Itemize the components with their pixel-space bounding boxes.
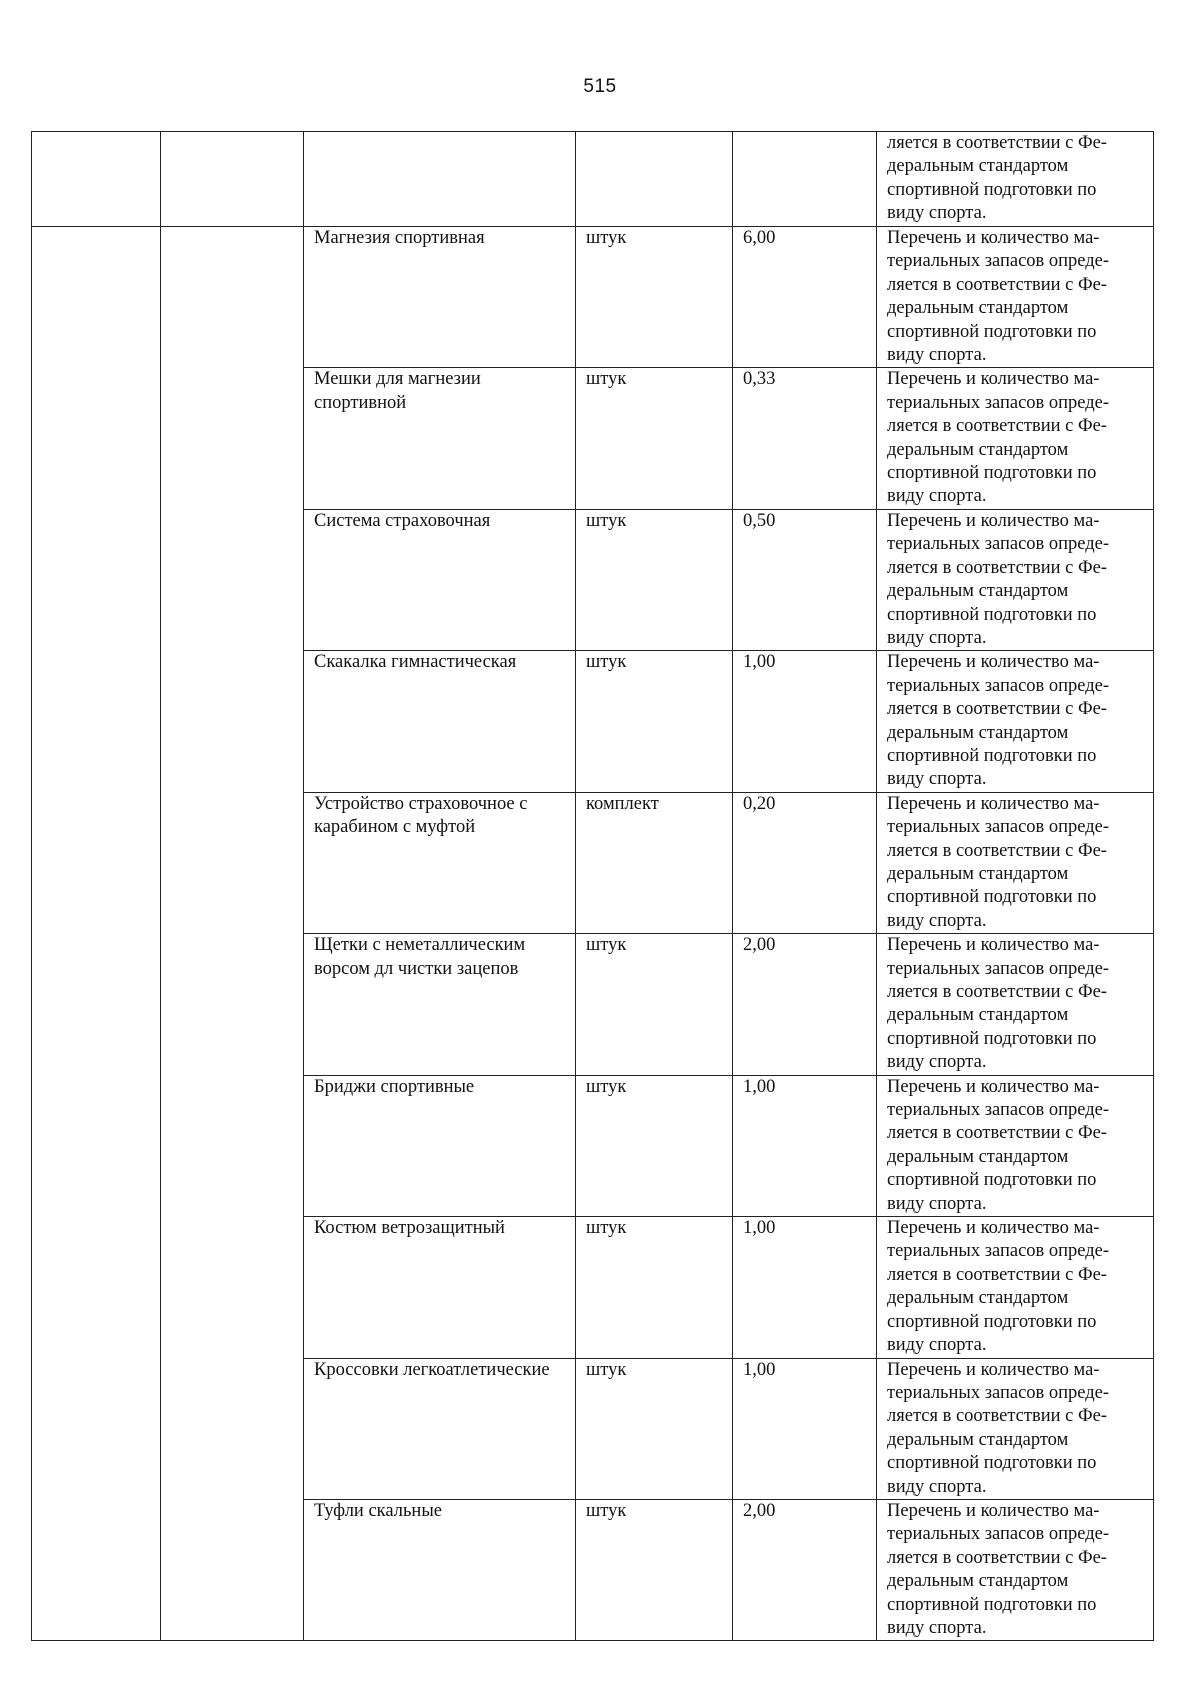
note-cell (877, 934, 1154, 1075)
note-line: Перечень и количество ма- (887, 652, 1100, 673)
name-cell: Магнезия спортивная (304, 227, 576, 368)
name-cell: Щетки с неметаллическим ворсом дл чистки зацепов (304, 934, 576, 1075)
page-number: 515 (583, 76, 617, 97)
quantity-cell: 6,00 (733, 227, 877, 368)
note-line: Перечень и количество ма- (887, 793, 1100, 814)
note-line: деральным стандартом (887, 581, 1069, 602)
note-line: ляется в соответствии с Фе- (887, 1547, 1107, 1568)
name-cell: Скакалка гимнастическая (304, 651, 576, 792)
note-line: спортивной подготовки по (887, 1311, 1097, 1332)
note-line: спортивной подготовки по (887, 1028, 1097, 1049)
unit-cell: штук (576, 1217, 733, 1358)
note-line: спортивной подготовки по (887, 887, 1097, 908)
note-line: Перечень и количество ма- (887, 1359, 1100, 1380)
note-line: виду спорта. (887, 1052, 987, 1073)
quantity-cell: 1,00 (733, 651, 877, 792)
note-line: спортивной подготовки по (887, 604, 1097, 625)
note-line: деральным стандартом (887, 1005, 1069, 1026)
note-cell (877, 509, 1154, 650)
note-line: деральным стандартом (887, 1146, 1069, 1167)
unit-cell: штук (576, 651, 733, 792)
quantity-cell: 1,00 (733, 1217, 877, 1358)
note-line: ляется в соответствии с Фе- (887, 1264, 1107, 1285)
note-line: ляется в соответствии с Фе- (887, 416, 1107, 437)
name-cell: Бриджи спортивные (304, 1075, 576, 1216)
note-cell (877, 1075, 1154, 1216)
note-line: ляется в соответствии с Фе- (887, 982, 1107, 1002)
note-line: териальных запасов опреде- (887, 1100, 1110, 1121)
note-line: ляется в соответствии с Фе- (887, 1406, 1107, 1427)
note-line: спортивной подготовки по (887, 321, 1097, 342)
note-line: териальных запасов опреде- (887, 958, 1110, 979)
empty-cell-col2 (161, 132, 304, 227)
note-line: териальных запасов опреде- (887, 1241, 1110, 1262)
note-line: деральным стандартом (887, 439, 1069, 460)
note-line: териальных запасов опреде- (887, 1382, 1110, 1403)
note-line: виду спорта. (887, 203, 987, 224)
note-line: спортивной подготовки по (887, 1453, 1097, 1474)
note-cell (877, 1499, 1154, 1640)
note-line: спортивной подготовки по (887, 1594, 1097, 1615)
note-line: спортивной подготовки по (887, 745, 1097, 766)
note-line: териальных запасов опреде- (887, 1524, 1110, 1545)
unit-cell: штук (576, 368, 733, 509)
note-cell (877, 792, 1154, 933)
note-line: виду спорта. (887, 1617, 987, 1638)
note-line: деральным стандартом (887, 1288, 1069, 1309)
note-line: виду спорта. (887, 1476, 987, 1497)
note-line: териальных запасов опреде- (887, 534, 1110, 555)
quantity-cell: 2,00 (733, 1499, 877, 1640)
materials-table (31, 131, 1154, 1641)
unit-cell (576, 132, 733, 227)
materials-table-body (32, 132, 1154, 1641)
note-line: Перечень и количество ма- (887, 1218, 1100, 1239)
note-line: териальных запасов опреде- (887, 251, 1110, 272)
note-line: виду спорта. (887, 910, 987, 931)
note-cell (877, 1217, 1154, 1358)
note-line: деральным стандартом (887, 863, 1069, 884)
quantity-cell (733, 132, 877, 227)
note-line: деральным стандартом (887, 1571, 1069, 1592)
note-line: териальных запасов опреде- (887, 675, 1110, 696)
note-line: деральным стандартом (887, 1429, 1069, 1450)
table-row-continuation (32, 132, 1154, 227)
note-line: спортивной подготовки по (887, 1170, 1097, 1191)
note-line: териальных запасов опреде- (887, 392, 1110, 413)
empty-cell-col2 (161, 227, 304, 1641)
empty-cell-col1 (32, 227, 161, 1641)
note-line: ляется в соответствии с Фе- (887, 133, 1107, 153)
unit-cell: штук (576, 509, 733, 650)
note-line: Перечень и количество ма- (887, 1500, 1100, 1521)
note-line: деральным стандартом (887, 722, 1069, 743)
name-cell (304, 132, 576, 227)
quantity-cell: 0,20 (733, 792, 877, 933)
note-line: Перечень и количество ма- (887, 510, 1100, 531)
note-line: териальных запасов опреде- (887, 817, 1110, 838)
note-line: Перечень и количество ма- (887, 1076, 1100, 1097)
unit-cell: штук (576, 1358, 733, 1499)
name-cell: Устройство страховочное с карабином с муфтой (304, 792, 576, 933)
note-line: виду спорта. (887, 627, 987, 648)
unit-cell: штук (576, 1499, 733, 1640)
note-line: Перечень и количество ма- (887, 935, 1100, 956)
name-cell: Система страховочная (304, 509, 576, 650)
note-line: ляется в соответствии с Фе- (887, 840, 1107, 861)
name-cell: Кроссовки легкоатлетические (304, 1358, 576, 1499)
quantity-cell: 1,00 (733, 1075, 877, 1216)
table-row (32, 227, 1154, 368)
note-line: спортивной подготовки по (887, 179, 1097, 200)
unit-cell: штук (576, 934, 733, 1075)
note-line: ляется в соответствии с Фе- (887, 699, 1107, 720)
note-line: ляется в соответствии с Фе- (887, 274, 1107, 295)
note-line: спортивной подготовки по (887, 463, 1097, 484)
note-line: Перечень и количество ма- (887, 228, 1100, 248)
note-line: ляется в соответствии с Фе- (887, 1123, 1107, 1144)
note-cell (877, 651, 1154, 792)
unit-cell: комплект (576, 792, 733, 933)
note-line: деральным стандартом (887, 298, 1069, 319)
note-line: виду спорта. (887, 486, 987, 507)
note-cell (877, 368, 1154, 509)
note-line: виду спорта. (887, 1335, 987, 1356)
quantity-cell: 0,33 (733, 368, 877, 509)
note-cell (877, 227, 1154, 368)
empty-cell-col1 (32, 132, 161, 227)
note-line: Перечень и количество ма- (887, 369, 1100, 390)
unit-cell: штук (576, 227, 733, 368)
name-cell: Туфли скальные (304, 1499, 576, 1640)
quantity-cell: 1,00 (733, 1358, 877, 1499)
note-cell (877, 132, 1154, 227)
name-cell: Костюм ветрозащитный (304, 1217, 576, 1358)
note-line: деральным стандартом (887, 156, 1069, 177)
quantity-cell: 2,00 (733, 934, 877, 1075)
note-line: виду спорта. (887, 345, 987, 366)
unit-cell: штук (576, 1075, 733, 1216)
note-line: ляется в соответствии с Фе- (887, 557, 1107, 578)
name-cell: Мешки для магнезии спортивной (304, 368, 576, 509)
note-line: виду спорта. (887, 1193, 987, 1214)
note-line: виду спорта. (887, 769, 987, 790)
quantity-cell: 0,50 (733, 509, 877, 650)
note-cell (877, 1358, 1154, 1499)
